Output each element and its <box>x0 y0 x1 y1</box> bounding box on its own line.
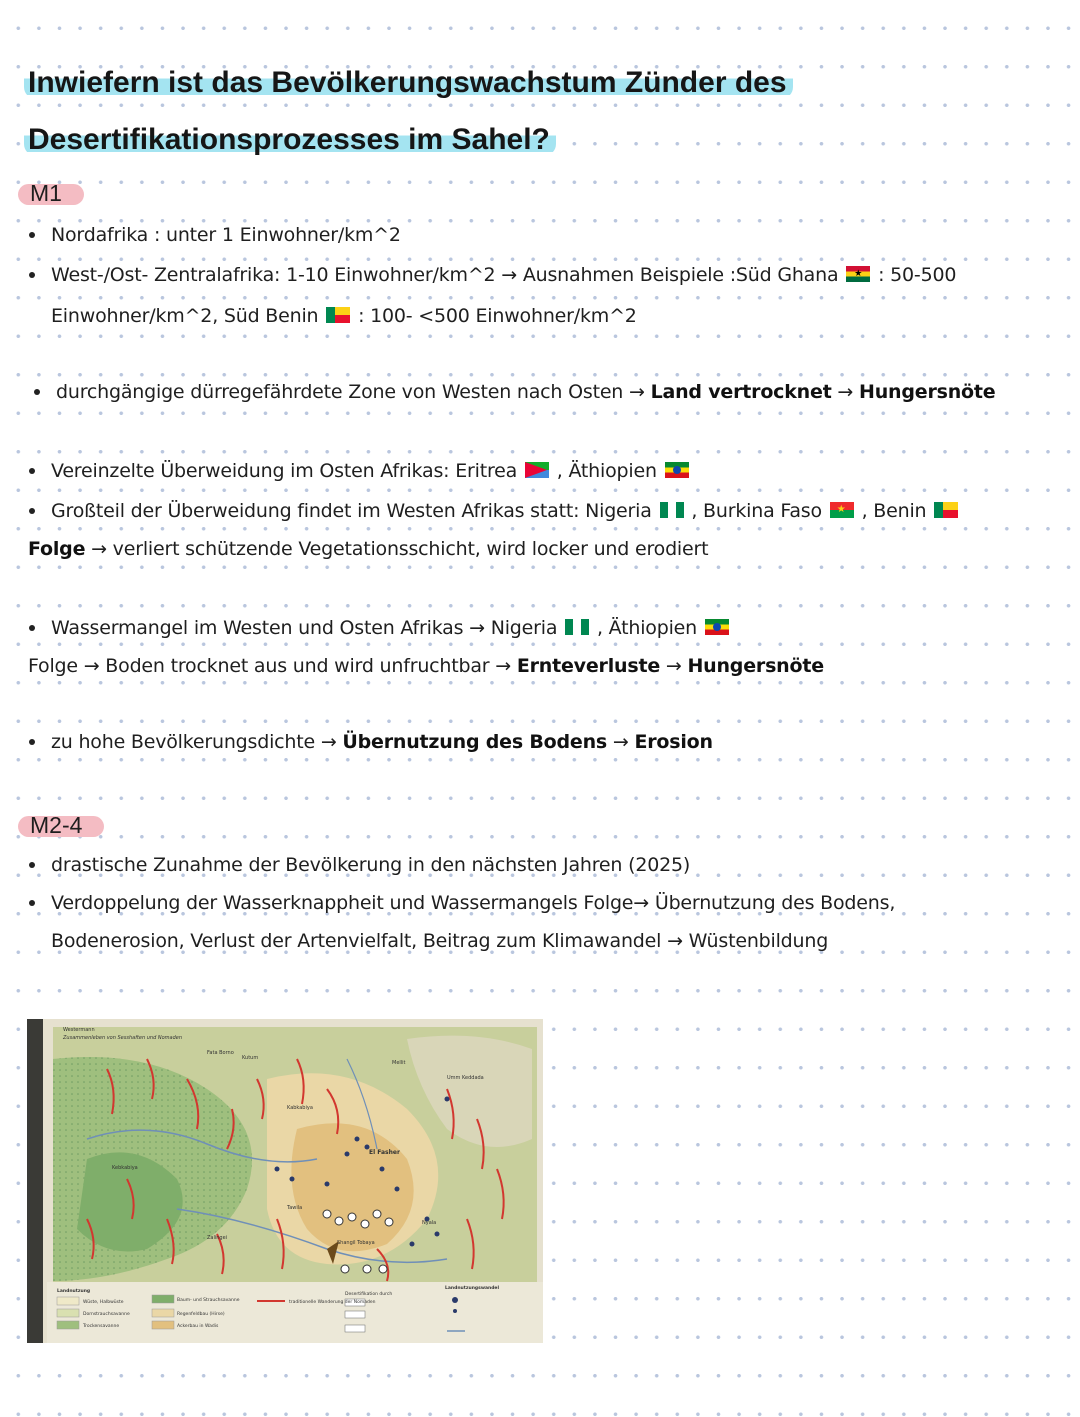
map-town-8: Shangil Tobaya <box>337 1240 375 1246</box>
ethiopia-flag-icon <box>665 462 689 478</box>
m1-consequence-1-text: → verliert schützende Vegetationsschicht, wird locker und erodiert <box>91 538 709 560</box>
map-town-4: Mellit <box>392 1060 406 1066</box>
map-town-1: Kutum <box>242 1055 259 1061</box>
map-town-6: El Fasher <box>369 1149 400 1156</box>
m1-bullet-2-value: : 50-500 <box>878 264 957 286</box>
section-label-m2-4: M2-4 <box>30 812 83 838</box>
map-subtitle: Zusammenleben von Sesshaften und Nomaden <box>63 1035 183 1041</box>
m1-bullet-7-bold-2: Erosion <box>634 731 713 753</box>
m1-bullet-3-bold-2: Hungersnöte <box>859 381 996 403</box>
map-legend-4: Regenfeldbau (Hirse) <box>177 1312 225 1317</box>
page-title-line-2 <box>28 120 556 160</box>
m1-consequence-1-label: Folge <box>28 538 86 560</box>
title-highlight-1: Inwiefern ist das Bevölkerungswachstum Zünder des <box>24 66 793 99</box>
m1-bullet-3 <box>56 379 995 405</box>
map-town-2: Kebkabiya <box>112 1165 138 1171</box>
m1-bullet-3-arrow: → <box>837 381 854 403</box>
m1-bullet-7-arrow: → <box>612 731 629 753</box>
map-legend-5: Ackerbau in Wadis <box>177 1324 219 1329</box>
m1-bullet-5-text-2: , Burkina Faso <box>691 500 822 522</box>
m1-bullet-4-text-2: , Äthiopien <box>556 460 657 482</box>
m1-bullet-2-text: West-/Ost- Zentralafrika: 1-10 Einwohner/km^2 → Ausnahmen Beispiele :Süd Ghana <box>51 264 839 286</box>
map-legend-title: Landnutzung <box>57 1289 91 1294</box>
map-legend-6: traditionelle Wanderung der Nomaden <box>289 1300 376 1305</box>
m1-bullet-6 <box>51 615 731 641</box>
m1-bullet-4-text: Vereinzelte Überweidung im Osten Afrikas: Eritrea <box>51 460 518 482</box>
m1-consequence-1 <box>28 536 708 562</box>
m1-bullet-6-text: Wassermangel im Westen und Osten Afrikas → Nigeria <box>51 617 558 639</box>
map-legend-3: Baum- und Strauchsavanne <box>177 1298 240 1303</box>
m1-bullet-2-cont <box>51 303 637 329</box>
m1-consequence-2-text: Folge → Boden trocknet aus und wird unfruchtbar → <box>28 655 511 677</box>
eritrea-flag-icon <box>525 462 549 478</box>
ghana-flag-icon <box>846 266 870 282</box>
m24-bullet-1: drastische Zunahme der Bevölkerung in den nächsten Jahren (2025) <box>51 854 691 876</box>
nigeria-flag-icon <box>660 502 684 518</box>
map-town-7: Tawila <box>287 1205 303 1211</box>
m1-bullet-2-cont-text: Einwohner/km^2, Süd Benin <box>51 305 319 327</box>
map-legend-1: Dornstrauchsavanne <box>83 1312 130 1317</box>
m1-bullet-4 <box>51 458 691 484</box>
map-header: Westermann <box>63 1027 95 1033</box>
m1-consequence-2-bold-2: Hungersnöte <box>687 655 824 677</box>
map-drawing <box>27 1019 543 1343</box>
m1-bullet-3-bold-1: Land vertrocknet <box>650 381 832 403</box>
map-town-5: Umm Keddada <box>447 1075 484 1081</box>
m1-consequence-2-bold-1: Ernteverluste <box>516 655 661 677</box>
sahel-map-photo <box>27 1019 543 1343</box>
m1-bullet-1: Nordafrika : unter 1 Einwohner/km^2 <box>51 224 401 246</box>
m1-bullet-7-text: zu hohe Bevölkerungsdichte → <box>51 731 337 753</box>
map-legend-7: Desertifikation durch <box>345 1292 393 1297</box>
map-legend-8: Landnutzungswandel <box>445 1286 500 1291</box>
page-title-line-1 <box>28 63 793 103</box>
m1-consequence-2 <box>28 653 824 679</box>
ethiopia-flag-icon <box>705 619 729 635</box>
map-legend-2: Trockensavanne <box>83 1324 120 1329</box>
m1-bullet-3-text: durchgängige dürregefährdete Zone von Westen nach Osten → <box>56 381 645 403</box>
m1-bullet-5 <box>51 498 960 524</box>
m1-bullet-6-text-2: , Äthiopien <box>596 617 697 639</box>
nigeria-flag-icon <box>565 619 589 635</box>
map-town-9: Nyala <box>422 1220 437 1226</box>
m1-bullet-5-text-3: , Benin <box>861 500 927 522</box>
benin-flag-icon <box>934 502 958 518</box>
section-label-m1: M1 <box>30 180 62 206</box>
burkina-faso-flag-icon <box>830 502 854 518</box>
map-town-10: Zalingei <box>207 1235 228 1241</box>
m1-bullet-5-text: Großteil der Überweidung findet im Westen Afrikas statt: Nigeria <box>51 500 652 522</box>
m1-consequence-2-arrow: → <box>665 655 682 677</box>
m24-bullet-2-cont: Bodenerosion, Verlust der Artenvielfalt, Beitrag zum Klimawandel → Wüstenbildung <box>51 930 829 952</box>
benin-flag-icon <box>326 307 350 323</box>
map-legend-0: Wüste, Halbwüste <box>83 1300 124 1305</box>
map-spine <box>27 1019 43 1343</box>
m24-bullet-2: Verdoppelung der Wasserknappheit und Wassermangels Folge→ Übernutzung des Bodens, <box>51 892 896 914</box>
map-town-3: Kabkabiya <box>287 1105 313 1111</box>
title-highlight-2: Desertifikationsprozesses im Sahel? <box>24 123 556 156</box>
m1-bullet-2-cont-value: : 100- <500 Einwohner/km^2 <box>358 305 637 327</box>
m1-bullet-2 <box>51 262 956 288</box>
m1-bullet-7 <box>51 729 713 755</box>
map-town-0: Fata Borno <box>207 1050 234 1056</box>
m1-bullet-7-bold-1: Übernutzung des Bodens <box>342 731 608 753</box>
